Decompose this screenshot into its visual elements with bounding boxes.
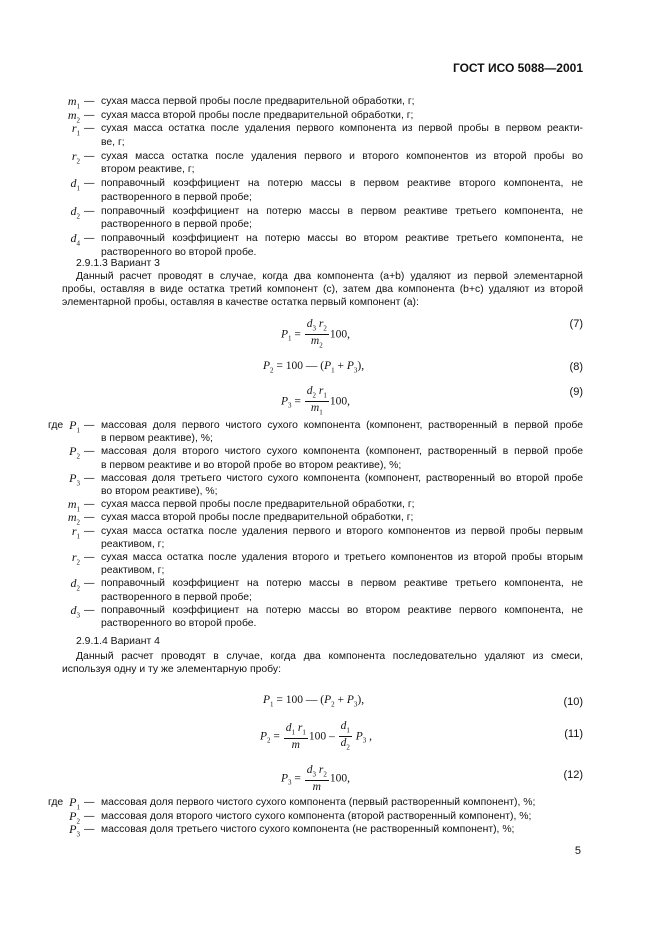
dash: —: [84, 604, 95, 616]
para-line: элементарной пробы, оставляя в качестве остатка первый компонент (a):: [62, 297, 419, 308]
para-line: используя одну и ту же элементарную пробу:: [62, 664, 281, 675]
document-id: ГОСТ ИСО 5088—2001: [452, 61, 583, 75]
definition-text: поправочный коэффициент на потерю массы во втором реактиве третьего компонента, не: [101, 233, 583, 244]
definition-text: сухая масса второй пробы после предварительной обработки, г;: [101, 109, 414, 121]
dash: —: [84, 578, 95, 590]
definition-text: поправочный коэффициент на потерю массы в первом реактиве третьего компонента, не: [101, 205, 583, 217]
definition-text: во втором реактиве), %;: [101, 485, 218, 497]
definition-text: втором реактиве, г;: [101, 164, 195, 176]
definition-text: поправочный коэффициент на потерю массы в первом реактиве третьего компонента, не: [101, 578, 583, 590]
variable-symbol: $P_3$: [69, 822, 80, 839]
dash: —: [84, 178, 95, 190]
formula-8: $P_2 = 100$ — $(P_1 + P_3)$,: [263, 360, 365, 375]
equation-number-9: (9): [569, 386, 583, 398]
para-line: Данный расчет проводят в случае, когда два компонента (a+b) удаляют из первой элементарной: [76, 271, 583, 282]
dash: —: [84, 525, 95, 537]
dash: —: [84, 205, 95, 217]
dash: —: [84, 123, 95, 135]
dash: —: [84, 512, 95, 524]
equation-number-8: (8): [569, 361, 583, 373]
dash: —: [84, 499, 95, 511]
dash: —: [84, 420, 95, 431]
definition-text: массовая доля второго чистого сухого компонента (второй растворенный компонент), %;: [101, 810, 532, 822]
dash: —: [84, 233, 95, 244]
equation-number-7: (7): [569, 318, 583, 330]
definition-text: растворенного в первой пробе;: [101, 219, 252, 231]
dash: —: [84, 109, 95, 121]
definition-text: массовая доля третьего чистого сухого компонента (не растворенный компонент), %;: [101, 824, 515, 835]
paragraph-variant-3: [76, 270, 583, 284]
variable-symbol: $r_1$: [71, 121, 80, 138]
definition-text: растворенного в первой пробе;: [101, 591, 252, 603]
para-line: Данный расчет проводят в случае, когда два компонента последовательно удаляют из смеси,: [76, 651, 583, 662]
variable-symbol: $r_2$: [71, 550, 80, 567]
definition-text: сухая масса остатка после удаления первого и второго компонентов из первой пробы первым: [101, 525, 583, 537]
dash: —: [84, 797, 95, 808]
para-line: пробы, оставляя в виде остатка третий компонент (c), затем два компонента (b+c) удаляют из второй: [62, 284, 583, 295]
definition-text: поправочный коэффициент на потерю массы в первом реактиве второго компонента, не: [101, 178, 583, 190]
section-heading-variant-4: 2.9.1.4 Вариант 4: [76, 636, 160, 647]
definition-text: растворенного во второй пробе.: [101, 617, 257, 629]
formula-11: $P_2$ = $\frac{d_1 r_1}{m}$ 100 – $\frac{d_1}{d_2}$ $P_3$ ,: [260, 720, 373, 752]
definition-text: массовая доля третьего чистого сухого компонента (компонент, растворенный во второй пробе: [101, 472, 583, 484]
dash: —: [84, 446, 95, 458]
definition-text: сухая масса остатка после удаления первого компонента из первой пробы в первом реакти-: [101, 123, 583, 135]
variable-symbol: $m_2$: [67, 510, 80, 527]
formula-9: $P_3$ = $\frac{d_2 r_1}{m_1}$ 100,: [281, 385, 351, 417]
equation-number-11: (11): [564, 728, 583, 740]
formula-10: $P_1 = 100$ — $(P_2 + P_3)$,: [263, 694, 365, 709]
variable-symbol: $d_2$: [70, 576, 80, 593]
definition-text: сухая масса остатка после удаления первого и второго компонентов из второй пробы во: [101, 150, 583, 162]
definition-text: растворенного в первой пробе;: [101, 191, 252, 203]
variable-symbol: $d_4$: [70, 231, 80, 248]
formula-7: $P_1$ = $\frac{d_3 r_2}{m_2}$ 100,: [281, 318, 351, 350]
variable-symbol: $P_2$: [69, 808, 80, 825]
definition-text: в первом реактиве и во второй пробе во втором реактиве), %;: [101, 459, 402, 471]
dash: —: [84, 552, 95, 563]
variable-symbol: $m_1$: [67, 94, 80, 111]
definition-text: массовая доля второго чистого сухого компонента (компонент, растворенный в первой пробе: [101, 446, 583, 458]
definition-text: сухая масса второй пробы после предварительной обработки, г;: [101, 512, 414, 524]
where-label: где: [48, 797, 64, 808]
definition-text: реактивом, г;: [101, 538, 165, 550]
variable-symbol: $P_2$: [69, 444, 80, 461]
where-label: где: [48, 420, 64, 431]
variable-symbol: $d_2$: [70, 203, 80, 220]
variable-symbol: $r_2$: [71, 148, 80, 166]
dash: —: [84, 150, 95, 162]
variable-symbol: $d_3$: [70, 602, 80, 620]
definition-text: ве, г;: [101, 137, 125, 149]
equation-number-10: (10): [563, 696, 583, 708]
dash: —: [84, 810, 95, 822]
formula-12: $P_3$ = $\frac{d_3 r_2}{m}$ 100,: [281, 764, 351, 794]
definition-text: сухая масса остатка после удаления второго и третьего компонентов из второй пробы вторым: [101, 552, 583, 563]
variable-symbol: $d_1$: [70, 176, 80, 193]
page-number: 5: [574, 845, 581, 857]
definition-text: реактивом, г;: [101, 565, 165, 577]
dash: —: [84, 472, 95, 484]
definition-text: сухая масса первой пробы после предварительной обработки, г;: [101, 96, 415, 107]
variable-symbol: $m_1$: [67, 497, 80, 514]
variable-symbol: $P_3$: [69, 470, 80, 488]
variable-symbol: $P_1$: [69, 418, 80, 435]
dash: —: [84, 824, 95, 835]
definition-text: в первом реактиве), %;: [101, 433, 213, 445]
definition-text: массовая доля первого чистого сухого компонента (первый растворенный компонент), %;: [101, 797, 536, 808]
definition-text: массовая доля первого чистого сухого компонента (компонент, растворенный в первой пробе: [101, 420, 583, 431]
section-heading-variant-3: 2.9.1.3 Вариант 3: [76, 258, 160, 269]
equation-number-12: (12): [563, 769, 583, 781]
dash: —: [84, 96, 95, 107]
definition-text: сухая масса первой пробы после предварительной обработки, г;: [101, 499, 415, 511]
variable-symbol: $P_1$: [69, 795, 80, 812]
definition-text: растворенного во второй пробе.: [101, 246, 257, 258]
definition-text: поправочный коэффициент на потерю массы во втором реактиве первого компонента, не: [101, 604, 583, 616]
variable-symbol: $m_2$: [67, 107, 80, 125]
variable-symbol: $r_1$: [71, 523, 80, 540]
